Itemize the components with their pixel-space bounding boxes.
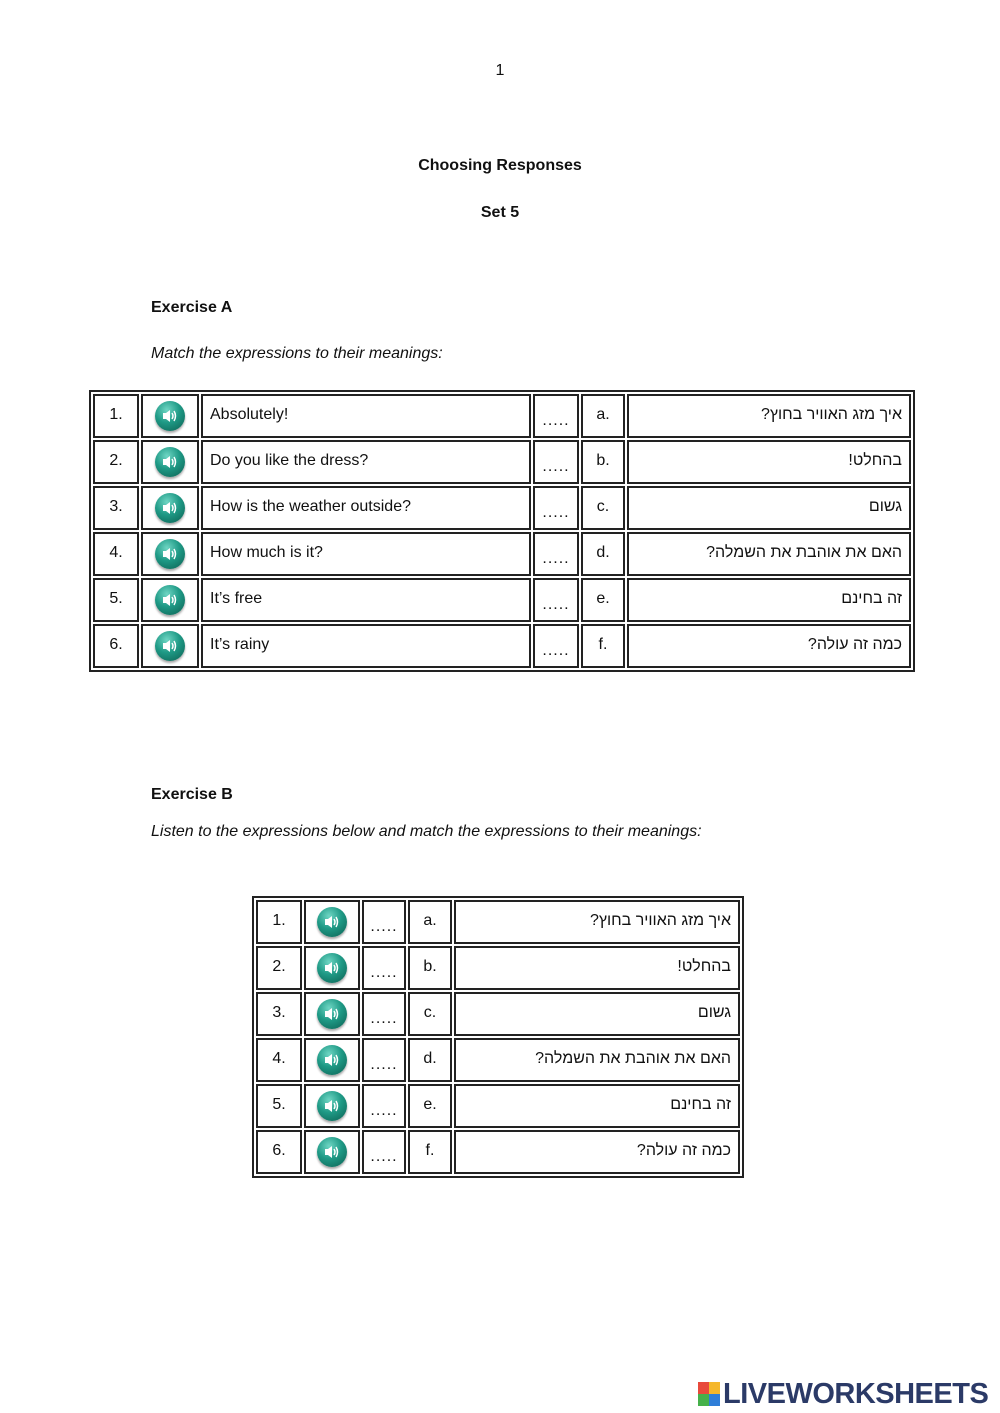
- hebrew-meaning: גשום: [454, 992, 740, 1036]
- speaker-cell: [304, 1130, 360, 1174]
- exercise-b-table: [252, 896, 744, 1178]
- item-number: 6.: [256, 1130, 302, 1174]
- answer-blank[interactable]: .....: [533, 624, 579, 668]
- hebrew-meaning: בהחלט!: [627, 440, 911, 484]
- option-letter: f.: [581, 624, 625, 668]
- page-title: Choosing Responses: [418, 157, 582, 174]
- hebrew-meaning: גשום: [627, 486, 911, 530]
- english-expression: How much is it?: [201, 532, 531, 576]
- speaker-icon[interactable]: [155, 539, 185, 569]
- item-number: 6.: [93, 624, 139, 668]
- answer-blank[interactable]: .....: [362, 900, 406, 944]
- speaker-cell: [304, 992, 360, 1036]
- speaker-icon[interactable]: [317, 999, 347, 1029]
- option-letter: c.: [581, 486, 625, 530]
- exercise-a-table: [89, 390, 915, 672]
- item-number: 3.: [93, 486, 139, 530]
- exercise-a-instruction: Match the expressions to their meanings:: [151, 345, 443, 362]
- table-row: [256, 992, 740, 1036]
- speaker-cell: [141, 532, 199, 576]
- item-number: 4.: [256, 1038, 302, 1082]
- english-expression: Absolutely!: [201, 394, 531, 438]
- speaker-icon[interactable]: [317, 1045, 347, 1075]
- speaker-icon[interactable]: [317, 907, 347, 937]
- speaker-cell: [141, 486, 199, 530]
- item-number: 1.: [256, 900, 302, 944]
- page-number: 1: [495, 62, 505, 79]
- hebrew-meaning: כמה זה עולה?: [627, 624, 911, 668]
- option-letter: c.: [408, 992, 452, 1036]
- logo-text: LIVEWORKSHEETS: [723, 1377, 989, 1410]
- answer-blank[interactable]: .....: [533, 532, 579, 576]
- speaker-cell: [304, 900, 360, 944]
- table-row: [256, 946, 740, 990]
- speaker-icon[interactable]: [155, 585, 185, 615]
- answer-blank[interactable]: .....: [362, 992, 406, 1036]
- speaker-icon[interactable]: [155, 447, 185, 477]
- option-letter: f.: [408, 1130, 452, 1174]
- item-number: 5.: [93, 578, 139, 622]
- answer-blank[interactable]: .....: [362, 1038, 406, 1082]
- answer-blank[interactable]: .....: [533, 394, 579, 438]
- speaker-icon[interactable]: [155, 631, 185, 661]
- option-letter: d.: [581, 532, 625, 576]
- table-row: [93, 486, 911, 530]
- english-expression: It’s rainy: [201, 624, 531, 668]
- hebrew-meaning: זה בחינם: [454, 1084, 740, 1128]
- answer-blank[interactable]: .....: [533, 440, 579, 484]
- exercise-b-heading: Exercise B: [151, 786, 233, 803]
- liveworksheets-logo: [698, 1378, 988, 1410]
- speaker-cell: [304, 1038, 360, 1082]
- english-expression: How is the weather outside?: [201, 486, 531, 530]
- hebrew-meaning: בהחלט!: [454, 946, 740, 990]
- answer-blank[interactable]: .....: [362, 946, 406, 990]
- hebrew-meaning: האם את אוהבת את השמלה?: [627, 532, 911, 576]
- english-expression: It’s free: [201, 578, 531, 622]
- speaker-icon[interactable]: [317, 953, 347, 983]
- table-row: [256, 900, 740, 944]
- exercise-b-instruction: Listen to the expressions below and match the expressions to their meanings:: [151, 823, 702, 840]
- speaker-cell: [141, 440, 199, 484]
- option-letter: b.: [408, 946, 452, 990]
- hebrew-meaning: האם את אוהבת את השמלה?: [454, 1038, 740, 1082]
- speaker-cell: [141, 394, 199, 438]
- speaker-cell: [141, 624, 199, 668]
- hebrew-meaning: איך מזג האוויר בחוץ?: [627, 394, 911, 438]
- option-letter: a.: [581, 394, 625, 438]
- table-row: [93, 394, 911, 438]
- item-number: 2.: [93, 440, 139, 484]
- option-letter: d.: [408, 1038, 452, 1082]
- speaker-cell: [304, 1084, 360, 1128]
- item-number: 1.: [93, 394, 139, 438]
- option-letter: b.: [581, 440, 625, 484]
- table-row: [93, 532, 911, 576]
- item-number: 2.: [256, 946, 302, 990]
- answer-blank[interactable]: .....: [362, 1130, 406, 1174]
- hebrew-meaning: איך מזג האוויר בחוץ?: [454, 900, 740, 944]
- answer-blank[interactable]: .....: [533, 578, 579, 622]
- table-row: [93, 624, 911, 668]
- table-row: [256, 1084, 740, 1128]
- table-row: [93, 578, 911, 622]
- speaker-icon[interactable]: [317, 1091, 347, 1121]
- speaker-icon[interactable]: [317, 1137, 347, 1167]
- option-letter: a.: [408, 900, 452, 944]
- item-number: 5.: [256, 1084, 302, 1128]
- speaker-icon[interactable]: [155, 401, 185, 431]
- option-letter: e.: [581, 578, 625, 622]
- option-letter: e.: [408, 1084, 452, 1128]
- table-row: [256, 1038, 740, 1082]
- hebrew-meaning: כמה זה עולה?: [454, 1130, 740, 1174]
- speaker-cell: [141, 578, 199, 622]
- table-row: [93, 440, 911, 484]
- english-expression: Do you like the dress?: [201, 440, 531, 484]
- item-number: 3.: [256, 992, 302, 1036]
- answer-blank[interactable]: .....: [533, 486, 579, 530]
- speaker-icon[interactable]: [155, 493, 185, 523]
- item-number: 4.: [93, 532, 139, 576]
- exercise-a-heading: Exercise A: [151, 299, 233, 316]
- speaker-cell: [304, 946, 360, 990]
- answer-blank[interactable]: .....: [362, 1084, 406, 1128]
- logo-mark-icon: [698, 1382, 720, 1406]
- table-row: [256, 1130, 740, 1174]
- hebrew-meaning: זה בחינם: [627, 578, 911, 622]
- page-subtitle: Set 5: [480, 204, 520, 221]
